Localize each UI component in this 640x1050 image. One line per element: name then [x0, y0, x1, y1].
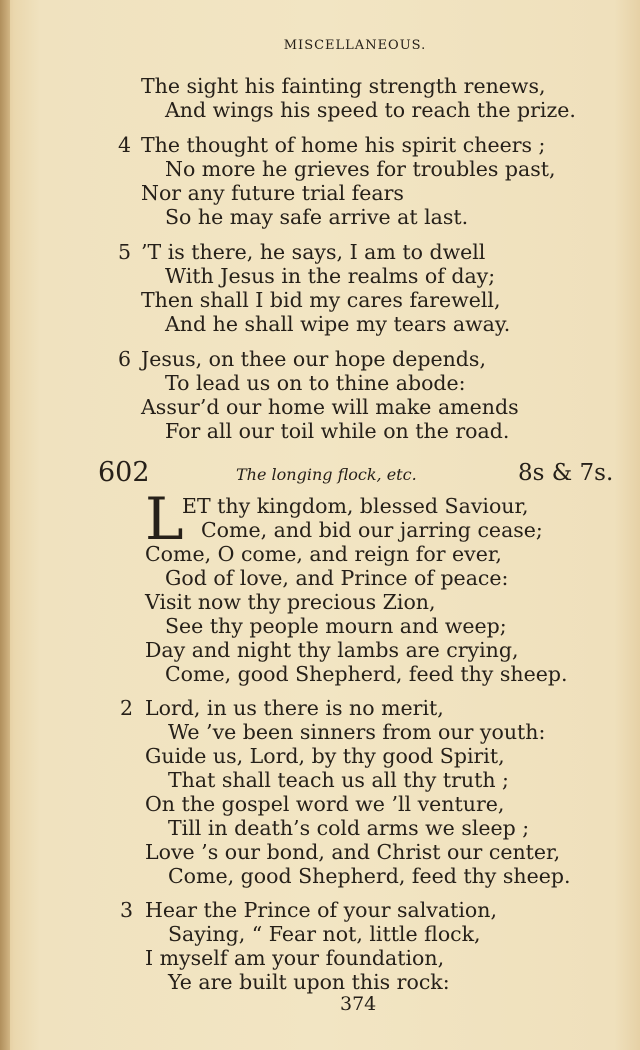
verse-line: ’T is there, he says, I am to dwell	[141, 240, 486, 264]
verse-line: God of love, and Prince of peace:	[165, 566, 509, 590]
verse-line: And wings his speed to reach the prize.	[165, 98, 576, 122]
verse-line: To lead us on to thine abode:	[165, 371, 466, 395]
stanza-number: 4	[118, 133, 132, 157]
verse-line: Ye are built upon this rock:	[168, 970, 450, 994]
verse-line: Visit now thy precious Zion,	[145, 590, 436, 614]
verse-line: With Jesus in the realms of day;	[165, 264, 496, 288]
page-binding-edge	[0, 0, 10, 1050]
verse-line: See thy people mourn and weep;	[165, 614, 507, 638]
verse-line: Then shall I bid my cares farewell,	[141, 288, 501, 312]
verse-line: Day and night thy lambs are crying,	[145, 638, 519, 662]
verse-line: Nor any future trial fears	[141, 181, 404, 205]
verse-line: So he may safe arrive at last.	[165, 205, 469, 229]
verse-line: The thought of home his spirit cheers ;	[141, 133, 546, 157]
verse-line: I myself am your foundation,	[145, 946, 445, 970]
verse-line: ET thy kingdom, blessed Saviour,	[182, 494, 529, 518]
verse-line: And he shall wipe my tears away.	[165, 312, 511, 336]
verse-line: Assur’d our home will make amends	[141, 395, 519, 419]
verse-line: Jesus, on thee our hope depends,	[141, 347, 486, 371]
verse-line: Till in death’s cold arms we sleep ;	[168, 816, 530, 840]
verse-line: Guide us, Lord, by thy good Spirit,	[145, 744, 505, 768]
verse-line: No more he grieves for troubles past,	[165, 157, 556, 181]
verse-line: For all our toil while on the road.	[165, 419, 510, 443]
hymn-meter: 8s & 7s.	[518, 460, 614, 486]
page-number: 374	[340, 993, 377, 1015]
running-head: MISCELLANEOUS.	[283, 38, 427, 53]
hymn-title: The longing flock, etc.	[236, 465, 417, 484]
verse-line: On the gospel word we ’ll venture,	[145, 792, 505, 816]
verse-line: The sight his fainting strength renews,	[141, 74, 546, 98]
drop-cap-letter: L	[145, 485, 184, 553]
verse-line: Come, good Shepherd, feed thy sheep.	[168, 864, 571, 888]
verse-line: Come, and bid our jarring cease;	[201, 518, 543, 542]
stanza-number: 2	[120, 696, 134, 720]
stanza-number: 3	[120, 898, 134, 922]
verse-line: Saying, “ Fear not, little flock,	[168, 922, 481, 946]
hymn-number: 602	[98, 457, 150, 488]
verse-line: Lord, in us there is no merit,	[145, 696, 444, 720]
verse-line: Love ’s our bond, and Christ our center,	[145, 840, 561, 864]
verse-line: Come, good Shepherd, feed thy sheep.	[165, 662, 568, 686]
verse-line: Come, O come, and reign for ever,	[145, 542, 502, 566]
stanza-number: 6	[118, 347, 132, 371]
verse-line: Hear the Prince of your salvation,	[145, 898, 497, 922]
stanza-number: 5	[118, 240, 132, 264]
verse-line: That shall teach us all thy truth ;	[168, 768, 509, 792]
verse-line: We ’ve been sinners from our youth:	[168, 720, 546, 744]
